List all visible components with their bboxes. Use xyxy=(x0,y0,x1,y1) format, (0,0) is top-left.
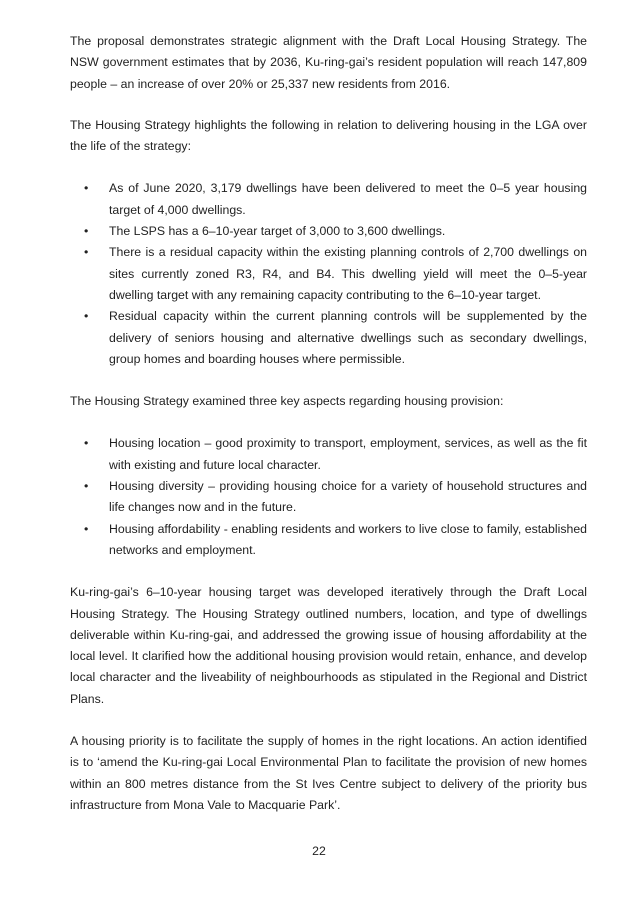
list-item-text: Housing diversity – providing housing choice for a variety of household structures and life changes now and in the future. xyxy=(109,479,587,515)
bullet-icon: • xyxy=(84,479,89,494)
page-body xyxy=(70,31,587,816)
bullet-icon: • xyxy=(84,224,89,239)
bullet-icon: • xyxy=(84,245,89,260)
list-item xyxy=(70,433,587,476)
intro-paragraph: The proposal demonstrates strategic alignment with the Draft Local Housing Strategy. The NSW government estimates that by 2036, Ku-ring-gai’s resident population will reach 147,809 people – an increase of over 20% or 25,337 new residents from 2016. xyxy=(70,34,587,91)
aspects-lead-paragraph: The Housing Strategy examined three key aspects regarding housing provision: xyxy=(70,394,504,409)
list-item xyxy=(70,178,587,221)
list-item-text: Residual capacity within the current planning controls will be supplemented by the delivery of seniors housing and alternative dwellings such as secondary dwellings, group homes and boarding houses where permissible. xyxy=(109,309,587,366)
list-item-text: Housing affordability - enabling residents and workers to live close to family, established networks and employment. xyxy=(109,521,587,557)
bullet-icon: • xyxy=(84,309,89,324)
housing-priority-paragraph: A housing priority is to facilitate the supply of homes in the right locations. An action identified is to ‘amend the Ku-ring-gai Local Environmental Plan to facilitate the provision of new homes within an 800 metres distance from the St Ives Centre subject to delivery of the priority bus infrastructure from Mona Vale to Macquarie Park’. xyxy=(70,734,587,812)
bullet-icon: • xyxy=(84,436,89,451)
list-item-text: Housing location – good proximity to transport, employment, services, as well as the fit with existing and future local character. xyxy=(109,436,587,472)
list-item xyxy=(70,519,587,562)
highlights-list xyxy=(70,178,587,370)
list-item xyxy=(70,242,587,306)
bullet-icon: • xyxy=(84,521,89,536)
list-item xyxy=(70,306,587,370)
list-item xyxy=(70,476,587,519)
page-number: 22 xyxy=(312,844,326,858)
list-item xyxy=(70,221,587,242)
list-item-text: There is a residual capacity within the existing planning controls of 2,700 dwellings on sites currently zoned R3, R4, and B4. This dwelling yield will meet the 0–5-year dwelling target with any remaining capacity contributing to the 6–10-year target. xyxy=(109,245,587,302)
list-item-text: As of June 2020, 3,179 dwellings have been delivered to meet the 0–5 year housing target of 4,000 dwellings. xyxy=(109,181,587,217)
highlights-lead-paragraph: The Housing Strategy highlights the following in relation to delivering housing in the LGA over the life of the strategy: xyxy=(70,117,587,154)
aspects-list xyxy=(70,433,587,561)
bullet-icon: • xyxy=(84,181,89,196)
housing-target-paragraph: Ku-ring-gai’s 6–10-year housing target was developed iteratively through the Draft Local Housing Strategy. The Housing Strategy outlined numbers, location, and type of dwellings deliverable within Ku-ring-gai, and addressed the growing issue of housing affordability at the local level. It clarified how the additional housing provision would retain, enhance, and develop local character and the liveability of neighbourhoods as stipulated in the Regional and District Plans. xyxy=(70,585,587,706)
list-item-text: The LSPS has a 6–10-year target of 3,000 to 3,600 dwellings. xyxy=(109,224,446,239)
